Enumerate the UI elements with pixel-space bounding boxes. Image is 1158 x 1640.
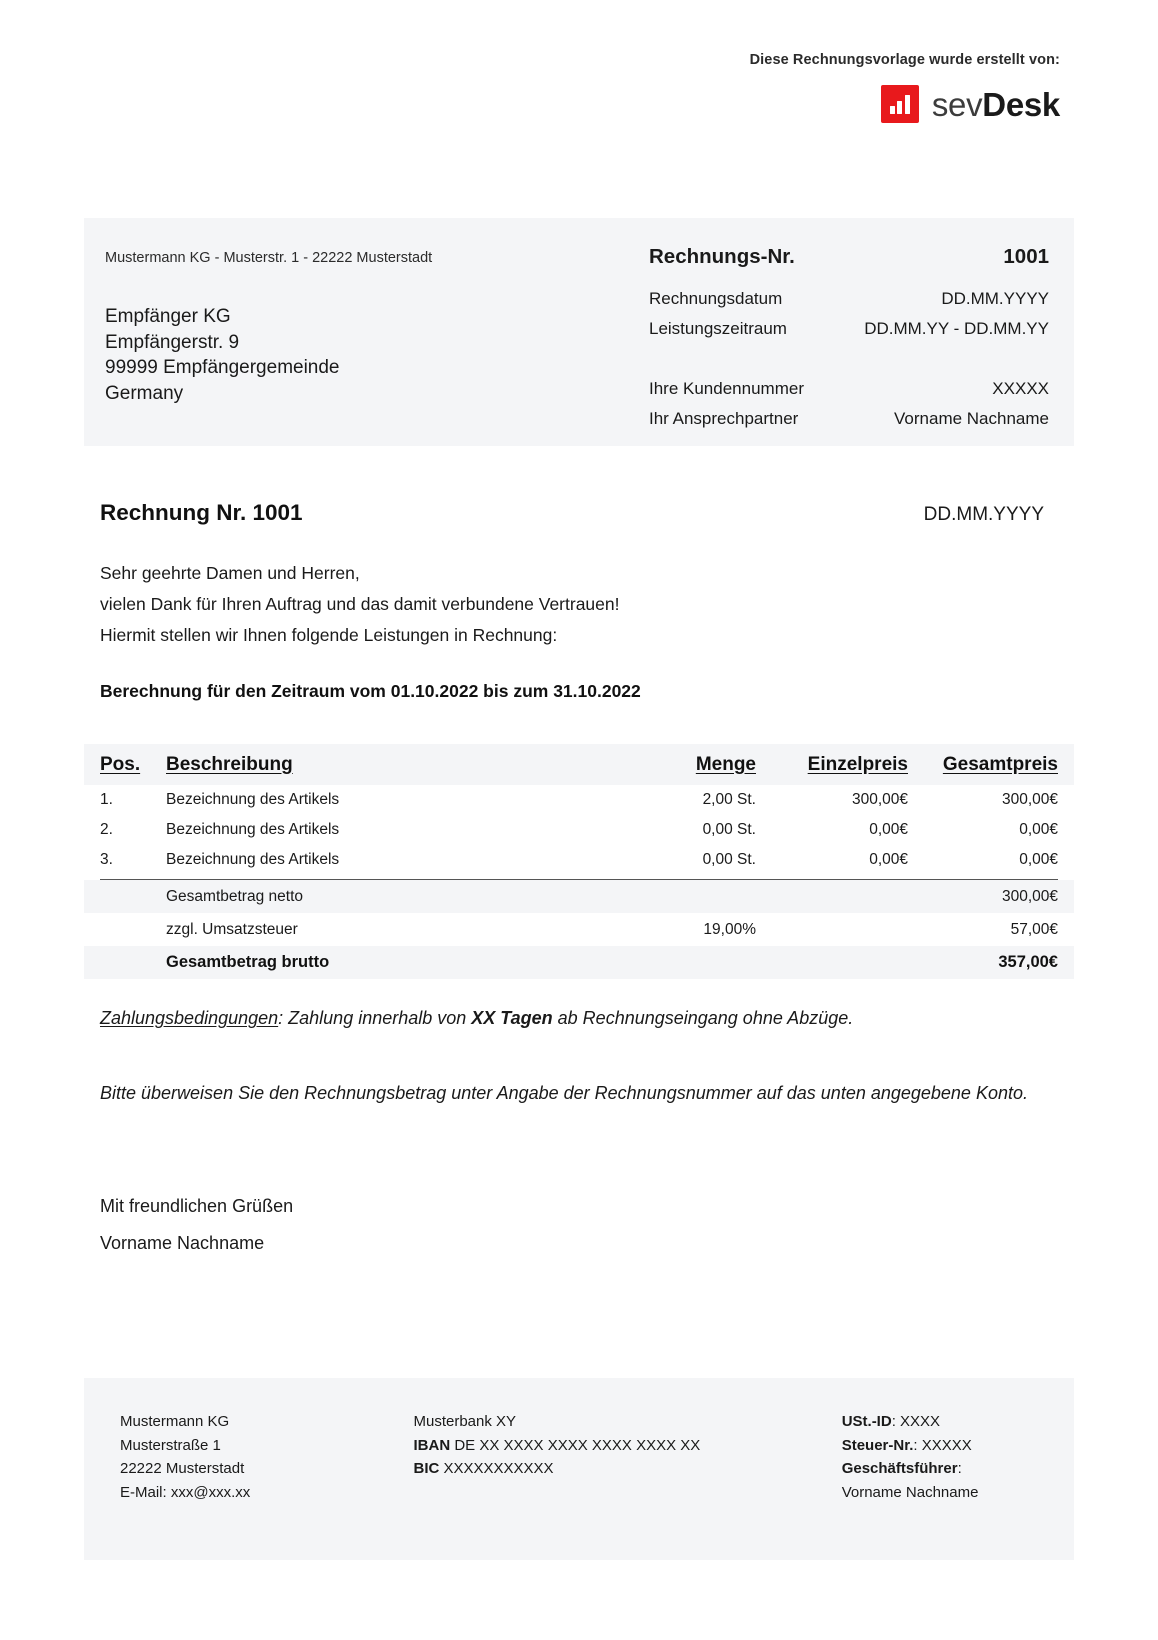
row-pos: 1. — [100, 791, 113, 808]
footer-ustid-line — [842, 1410, 1038, 1434]
footer-company-street: Musterstraße 1 — [120, 1436, 221, 1454]
total-vat-amount: 57,00€ — [1010, 920, 1058, 938]
footer-iban-label: IBAN — [413, 1436, 451, 1454]
greeting-salutation: Sehr geehrte Damen und Herren, — [100, 563, 360, 583]
column-header-einzelpreis: Einzelpreis — [807, 753, 908, 775]
logo-wordmark — [931, 85, 1060, 123]
greeting-intro: Hiermit stellen wir Ihnen folgende Leistungen in Rechnung: — [100, 625, 558, 645]
meta-spacer — [649, 344, 1049, 374]
invoice-issue-date: DD.MM.YYYY — [923, 504, 1044, 525]
total-vat-row — [84, 913, 1074, 946]
invoice-date-value: DD.MM.YYYY — [941, 289, 1049, 308]
row-pos: 2. — [100, 821, 113, 838]
total-net-amount: 300,00€ — [1001, 887, 1058, 905]
footer-iban-value: DE XX XXXX XXXX XXXX XXXX XX — [450, 1436, 701, 1454]
total-net-label: Gesamtbetrag netto — [166, 887, 303, 905]
footer-company-column — [120, 1410, 413, 1560]
footer-bic-value: XXXXXXXXXXX — [439, 1460, 554, 1477]
table-row — [84, 785, 1074, 815]
column-header-desc: Beschreibung — [166, 753, 293, 775]
row-einzel: 300,00€ — [851, 791, 908, 808]
footer-iban-line — [413, 1434, 841, 1458]
greeting-block — [100, 558, 1044, 651]
greeting-thanks: vielen Dank für Ihren Auftrag und das damit verbundene Vertrauen! — [100, 594, 620, 614]
footer-manager-colon: : — [957, 1460, 962, 1477]
row-einzel: 0,00€ — [869, 851, 908, 868]
contact-person-row — [649, 404, 1049, 434]
closing-salutation: Mit freundlichen Grüßen — [100, 1196, 294, 1216]
footer-tax-column — [842, 1410, 1038, 1560]
signer-name: Vorname Nachname — [100, 1233, 265, 1253]
signoff-block — [100, 1188, 600, 1262]
service-period-row — [649, 314, 1049, 344]
footer-steuernr-label: Steuer-Nr. — [841, 1436, 914, 1454]
promo-block — [750, 52, 1060, 123]
footer-manager-label: Geschäftsführer — [841, 1460, 958, 1477]
invoice-number-value: 1001 — [1003, 245, 1049, 268]
footer-ustid-label: USt.-ID — [841, 1413, 892, 1430]
row-menge: 0,00 St. — [702, 851, 756, 868]
logo-word-light: sev — [931, 85, 983, 123]
page-footer — [84, 1378, 1074, 1560]
footer-bic-label: BIC — [413, 1460, 440, 1477]
row-menge: 0,00 St. — [702, 821, 756, 838]
table-row — [84, 815, 1074, 845]
contact-person-value: Vorname Nachname — [894, 409, 1049, 428]
line-items-table — [84, 744, 1074, 979]
row-desc: Bezeichnung des Artikels — [166, 821, 340, 838]
recipient-address — [105, 304, 340, 406]
recipient-line-4: Germany — [105, 382, 184, 404]
footer-company-name: Mustermann KG — [120, 1413, 230, 1430]
total-vat-rate: 19,00% — [703, 920, 756, 938]
row-gesamt: 0,00€ — [1019, 851, 1058, 868]
footer-steuernr-line — [842, 1434, 1038, 1458]
row-gesamt: 300,00€ — [1001, 791, 1058, 808]
row-pos: 3. — [100, 851, 113, 868]
transfer-instruction: Bitte überweisen Sie den Rechnungsbetrag unter Angabe der Rechnungsnummer auf das unten angegebene Konto. — [100, 1083, 1028, 1103]
row-desc: Bezeichnung des Artikels — [166, 791, 340, 808]
table-row — [84, 845, 1074, 875]
row-desc: Bezeichnung des Artikels — [166, 851, 340, 868]
page-title: Rechnung Nr. 1001 — [100, 500, 303, 525]
recipient-line-1: Empfänger KG — [105, 306, 231, 327]
payment-terms-days: XX Tagen — [471, 1008, 553, 1028]
total-gross-row — [84, 946, 1074, 979]
footer-manager-line — [842, 1457, 1038, 1481]
column-header-menge: Menge — [695, 753, 756, 775]
footer-bank-column — [413, 1410, 841, 1560]
recipient-line-3: 99999 Empfängergemeinde — [105, 357, 340, 379]
footer-bank-name: Musterbank XY — [413, 1413, 517, 1430]
footer-company-city: 22222 Musterstadt — [120, 1460, 245, 1477]
promo-tagline: Diese Rechnungsvorlage wurde erstellt von: — [749, 52, 1060, 68]
payment-terms-mid-1: : Zahlung innerhalb von — [278, 1008, 472, 1028]
customer-number-label: Ihre Kundennummer — [649, 379, 804, 398]
payment-terms-mid-2: ab Rechnungseingang ohne Abzüge. — [552, 1008, 854, 1028]
total-gross-amount: 357,00€ — [998, 953, 1058, 971]
sender-return-line: Mustermann KG - Musterstr. 1 - 22222 Musterstadt — [105, 250, 433, 266]
invoice-date-label: Rechnungsdatum — [649, 289, 783, 308]
recipient-line-2: Empfängerstr. 9 — [105, 331, 240, 353]
column-header-pos: Pos. — [100, 753, 141, 775]
invoice-date-row — [649, 284, 1049, 314]
contact-person-label: Ihr Ansprechpartner — [649, 409, 799, 428]
row-einzel: 0,00€ — [869, 821, 908, 838]
footer-manager-name: Vorname Nachname — [841, 1483, 979, 1501]
total-net-row — [84, 880, 1074, 913]
table-header-row — [84, 744, 1074, 785]
column-header-gesamtpreis: Gesamtpreis — [942, 753, 1058, 775]
total-vat-label: zzgl. Umsatzsteuer — [166, 920, 298, 938]
customer-number-row — [649, 374, 1049, 404]
sevdesk-logo — [750, 85, 1060, 123]
customer-number-value: XXXXX — [992, 379, 1049, 398]
logo-word-bold: Desk — [982, 85, 1060, 123]
total-gross-label: Gesamtbetrag brutto — [166, 953, 330, 971]
billing-period-heading: Berechnung für den Zeitraum vom 01.10.2022 bis zum 31.10.2022 — [100, 681, 641, 701]
service-period-label: Leistungszeitraum — [649, 319, 787, 338]
payment-terms — [100, 1008, 1044, 1029]
bar-chart-icon — [881, 85, 919, 123]
payment-terms-label: Zahlungsbedingungen — [100, 1008, 279, 1028]
row-menge: 2,00 St. — [702, 791, 756, 808]
footer-bic-line — [413, 1457, 841, 1481]
invoice-title-row — [100, 500, 1044, 526]
invoice-number-row — [649, 240, 1049, 274]
footer-ustid-value: : XXXX — [891, 1413, 941, 1430]
footer-steuernr-value: : XXXXX — [913, 1436, 972, 1454]
row-gesamt: 0,00€ — [1019, 821, 1058, 838]
footer-company-email: E-Mail: xxx@xxx.xx — [120, 1483, 251, 1501]
invoice-number-label: Rechnungs-Nr. — [649, 245, 795, 268]
service-period-value: DD.MM.YY - DD.MM.YY — [864, 319, 1049, 338]
invoice-meta — [649, 240, 1049, 434]
address-header-block — [84, 218, 1074, 446]
